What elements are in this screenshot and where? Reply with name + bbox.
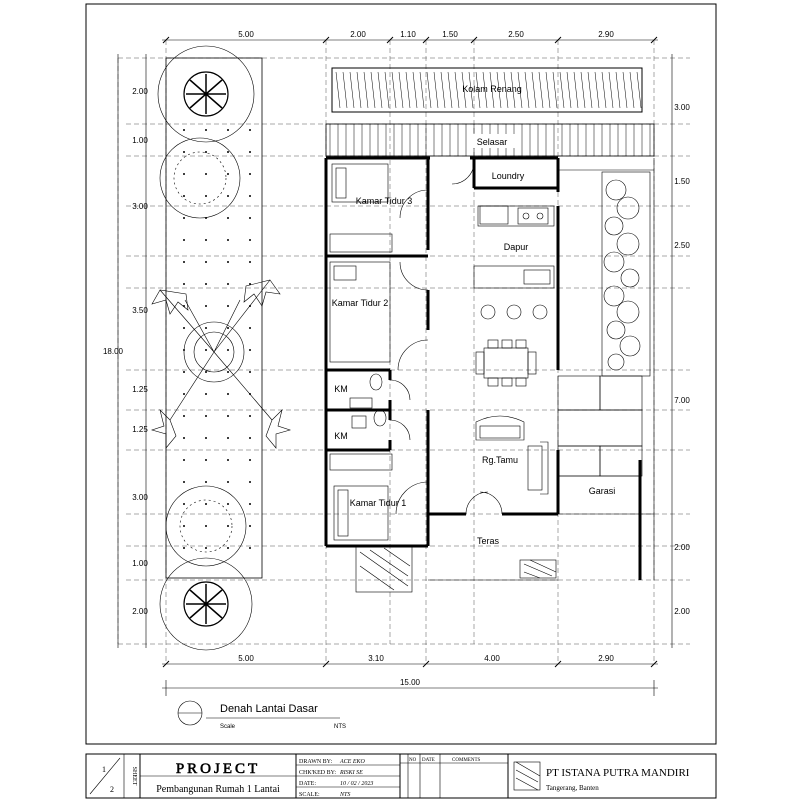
- dim-total-height: 18.00: [102, 347, 124, 356]
- dim-left-4: 3.50: [132, 306, 148, 315]
- bed-room2: [330, 262, 390, 362]
- km1-label: KM: [334, 384, 348, 394]
- pool-label: Kolam Renang: [462, 84, 522, 94]
- dining-table: [476, 340, 536, 386]
- company-logo-icon: [514, 762, 540, 790]
- date-label: DATE:: [299, 781, 316, 787]
- palm-tree: [152, 280, 290, 448]
- dim-total-width: 15.00: [399, 678, 421, 687]
- title-block: [86, 754, 716, 798]
- revision-comments-header: COMMENTS: [452, 758, 481, 763]
- company-location: Tangerang, Banten: [546, 784, 599, 792]
- kitchen-fixtures: [474, 206, 554, 319]
- room-labels: [332, 171, 616, 546]
- ruang-tamu-label: Rg.Tamu: [481, 455, 519, 465]
- dim-left-2: 1.00: [132, 136, 148, 145]
- project-name: Pembangunan Rumah 1 Lantai: [156, 784, 280, 795]
- dim-bottom-2: 3.10: [368, 654, 384, 663]
- tree-bottom: [160, 558, 252, 650]
- dim-left-1: 2.00: [132, 87, 148, 96]
- company-name: PT ISTANA PUTRA MANDIRI: [546, 767, 690, 779]
- dim-right-5: 2.00: [674, 543, 690, 552]
- bed-room3: [330, 164, 392, 252]
- teras-label: Teras: [476, 536, 500, 546]
- tree-top: [158, 46, 254, 142]
- bathroom-fixtures: [350, 374, 386, 428]
- dim-top-2: 2.00: [350, 30, 366, 39]
- dim-top-5: 2.50: [508, 30, 524, 39]
- dim-left-5: 1.25: [132, 385, 148, 394]
- dim-left-3: 3.00: [132, 202, 148, 211]
- garasi-label: Garasi: [588, 486, 616, 496]
- bedroom3-label: Kamar Tidur 3: [355, 196, 413, 206]
- garden-strip: [166, 58, 262, 578]
- dim-left-8: 1.00: [132, 559, 148, 568]
- dim-right-4: 7.00: [674, 396, 690, 405]
- bed-room1: [330, 454, 392, 540]
- dim-bottom-1: 5.00: [238, 654, 254, 663]
- dim-top-4: 1.50: [442, 30, 458, 39]
- dim-top-3: 1.10: [400, 30, 416, 39]
- selasar-label: Selasar: [476, 137, 508, 147]
- dapur-label: Dapur: [503, 242, 529, 252]
- dim-right-2: 1.50: [674, 177, 690, 186]
- sheet-border: [86, 4, 716, 744]
- dim-right-6: 2.00: [674, 607, 690, 616]
- left-dimensions: [103, 87, 148, 616]
- scale-value: NTS: [334, 724, 346, 730]
- checked-by-label: CHK'KED BY:: [299, 770, 337, 776]
- dim-top-6: 2.90: [598, 30, 614, 39]
- drawn-by-label: DRAWN BY:: [299, 759, 333, 765]
- scale-field-value: NTS: [340, 792, 351, 798]
- date-value: 10 / 02 / 2023: [340, 781, 374, 787]
- dimension-lines: [118, 37, 672, 696]
- terrace-planters: [356, 546, 556, 592]
- scale-field-label: SCALE:: [299, 792, 320, 798]
- drawing-title: Denah Lantai Dasar: [220, 703, 318, 715]
- bedroom1-label: Kamar Tidur 1: [349, 498, 407, 508]
- drawn-by-value: ACE EKO: [340, 759, 365, 765]
- project-label: PROJECT: [175, 761, 261, 777]
- dim-left-9: 2.00: [132, 607, 148, 616]
- laundry-fixture: [480, 206, 508, 224]
- sheet-label: SHEET: [131, 766, 137, 786]
- sheet-number: 1: [102, 765, 106, 774]
- scale-label: Scale: [220, 724, 236, 730]
- dim-right-1: 3.00: [674, 103, 690, 112]
- loundry-label: Loundry: [491, 171, 525, 181]
- dim-bottom-3: 4.00: [484, 654, 500, 663]
- drawing-caption: [178, 701, 346, 730]
- revision-date-header: DATE: [422, 758, 435, 763]
- km2-label: KM: [334, 431, 348, 441]
- revision-no-header: NO: [409, 758, 417, 763]
- checked-by-value: RISKI SE: [340, 770, 363, 776]
- pool: [332, 68, 642, 112]
- sheet-total: 2: [110, 785, 114, 794]
- dim-top-1: 5.00: [238, 30, 254, 39]
- bedroom2-label: Kamar Tidur 2: [331, 298, 389, 308]
- building-walls: [326, 158, 654, 580]
- selasar-deck: [326, 124, 654, 156]
- top-dimensions: [238, 30, 614, 39]
- dim-bottom-4: 2.90: [598, 654, 614, 663]
- dim-left-6: 1.25: [132, 425, 148, 434]
- dim-left-7: 3.00: [132, 493, 148, 502]
- garden-bed-right: [602, 172, 650, 376]
- right-dimensions: [674, 103, 690, 616]
- dim-right-3: 2.50: [674, 241, 690, 250]
